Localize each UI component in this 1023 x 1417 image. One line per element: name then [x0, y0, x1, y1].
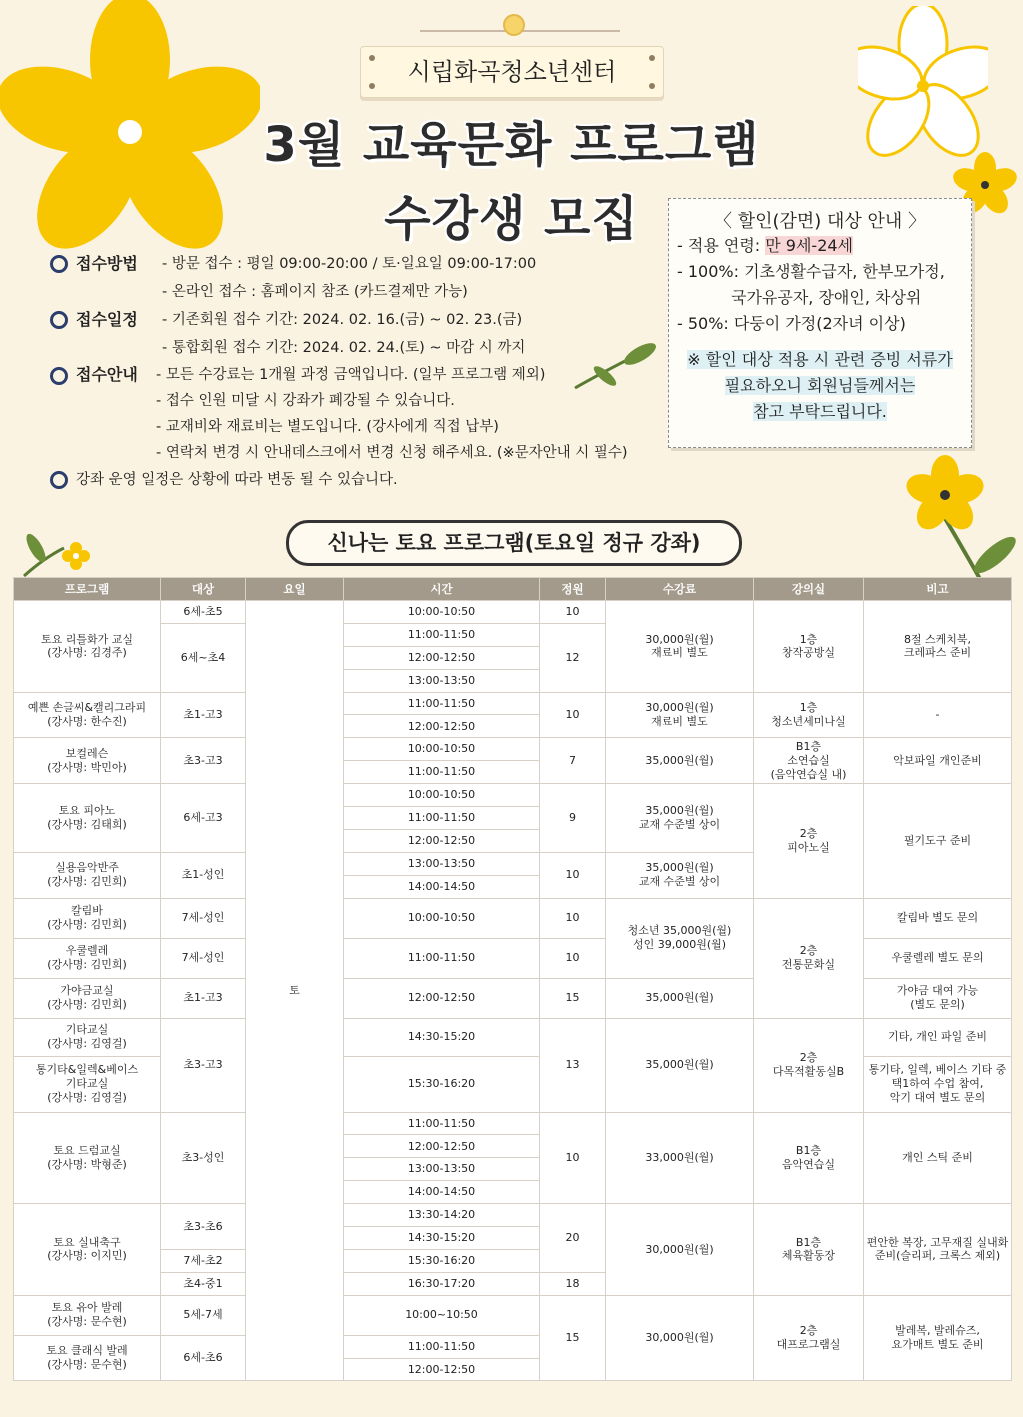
discount-50: - 50%: 다둥이 가정(2자녀 이상)	[677, 314, 906, 333]
note-cell: 개인 스틱 준비	[864, 1112, 1012, 1204]
fee-cell: 30,000원(월)	[606, 1295, 754, 1381]
table-row	[14, 1295, 1012, 1335]
note-cell: 통기타, 일렉, 베이스 기타 중 택1하여 수업 참여, 악기 대여 별도 문의	[864, 1056, 1012, 1112]
room-cell: 2층 대프로그램실	[754, 1295, 864, 1381]
pin-icon	[503, 14, 525, 36]
note-cell: -	[864, 692, 1012, 738]
note-cell: 편안한 복장, 고무재질 실내화 준비(슬리퍼, 크록스 제외)	[864, 1204, 1012, 1296]
target-cell: 7세-성인	[161, 898, 246, 938]
room-cell: 2층 피아노실	[754, 784, 864, 898]
ring-icon	[50, 471, 68, 489]
fee-cell: 35,000원(월)	[606, 1018, 754, 1112]
program-cell: 예쁜 손글씨&캘리그라피 (강사명: 한수진)	[14, 692, 161, 738]
section-title: 신나는 토요 프로그램(토요일 정규 강좌)	[286, 520, 742, 566]
reception-guide-row-4	[50, 440, 670, 466]
discount-box	[668, 198, 972, 448]
page-subtitle: 수강생 모집	[384, 191, 639, 247]
time-cell: 13:00-13:50	[344, 852, 540, 875]
target-cell: 7세-초2	[161, 1249, 246, 1272]
capacity-cell: 10	[540, 938, 606, 978]
target-cell: 초4-중1	[161, 1272, 246, 1295]
time-cell: 11:00-11:50	[344, 1112, 540, 1135]
target-cell: 초1-성인	[161, 852, 246, 898]
program-cell: 토요 실내축구 (강사명: 이지민)	[14, 1204, 161, 1296]
fee-cell: 청소년 35,000원(월) 성인 39,000원(월)	[606, 898, 754, 978]
table-row	[14, 898, 1012, 938]
target-cell: 6세-고3	[161, 784, 246, 853]
time-cell: 12:00-12:50	[344, 1135, 540, 1158]
header-cell: 강의실	[754, 578, 864, 601]
discount-age	[669, 233, 971, 259]
fee-cell: 30,000원(월) 재료비 별도	[606, 601, 754, 693]
ring-icon	[50, 311, 68, 329]
time-cell: 10:00-10:50	[344, 898, 540, 938]
capacity-cell: 10	[540, 601, 606, 624]
time-cell: 11:00-11:50	[344, 807, 540, 830]
header-cell: 시간	[344, 578, 540, 601]
reception-schedule-line: - 기존회원 접수 기간: 2024. 02. 16.(금) ~ 02. 23.(금)	[162, 312, 523, 328]
reception-method-line: - 온라인 접수 : 홈페이지 참조 (카드결제만 가능)	[162, 284, 468, 300]
table-header-row	[14, 578, 1012, 601]
target-cell: 초1-고3	[161, 692, 246, 738]
capacity-cell: 15	[540, 978, 606, 1018]
note-cell: 필기도구 준비	[864, 784, 1012, 898]
capacity-cell: 10	[540, 692, 606, 738]
program-cell: 토요 드럼교실 (강사명: 박형준)	[14, 1112, 161, 1204]
time-cell: 14:30-15:20	[344, 1018, 540, 1056]
time-cell: 12:00-12:50	[344, 715, 540, 738]
time-cell: 12:00-12:50	[344, 829, 540, 852]
capacity-cell: 9	[540, 784, 606, 853]
program-cell: 실용음악반주 (강사명: 김민희)	[14, 852, 161, 898]
room-cell: 1층 창작공방실	[754, 601, 864, 693]
ring-icon	[50, 367, 68, 385]
target-cell: 초1-고3	[161, 978, 246, 1018]
time-cell: 12:00-12:50	[344, 1358, 540, 1381]
time-cell: 15:30-16:20	[344, 1249, 540, 1272]
room-cell: B1층 음악연습실	[754, 1112, 864, 1204]
reception-info	[50, 250, 670, 466]
table-row	[14, 1204, 1012, 1227]
note-cell: 기타, 개인 파일 준비	[864, 1018, 1012, 1056]
note-cell: 8절 스케치북, 크레파스 준비	[864, 601, 1012, 693]
fee-cell: 35,000원(월)	[606, 978, 754, 1018]
reception-guide-label: 접수안내	[76, 365, 138, 384]
time-cell: 11:00-11:50	[344, 761, 540, 784]
header-cell: 수강료	[606, 578, 754, 601]
time-cell: 11:00-11:50	[344, 938, 540, 978]
program-cell: 우쿨렐레 (강사명: 김민희)	[14, 938, 161, 978]
program-cell: 통기타&일렉&베이스 기타교실 (강사명: 김영걸)	[14, 1056, 161, 1112]
target-cell: 5세-7세	[161, 1295, 246, 1335]
header-cell: 프로그램	[14, 578, 161, 601]
program-cell: 토요 유아 발레 (강사명: 문수현)	[14, 1295, 161, 1335]
schedule-note-text: 강좌 운영 일정은 상황에 따라 변동 될 수 있습니다.	[76, 472, 398, 488]
fee-cell: 35,000원(월) 교재 수준별 상이	[606, 852, 754, 898]
program-cell: 칼림바 (강사명: 김민희)	[14, 898, 161, 938]
program-cell: 가야금교실 (강사명: 김민희)	[14, 978, 161, 1018]
time-cell: 10:00~10:50	[344, 1295, 540, 1335]
capacity-cell: 7	[540, 738, 606, 784]
program-cell: 토요 피아노 (강사명: 김태희)	[14, 784, 161, 853]
ring-icon	[50, 255, 68, 273]
note-cell: 우쿨렐레 별도 문의	[864, 938, 1012, 978]
reception-method-row-2	[50, 278, 670, 306]
target-cell: 초3-초6	[161, 1204, 246, 1250]
time-cell: 13:30-14:20	[344, 1204, 540, 1227]
time-cell: 14:30-15:20	[344, 1227, 540, 1250]
capacity-cell: 12	[540, 623, 606, 692]
reception-method-line: - 방문 접수 : 평일 09:00-20:00 / 토·일요일 09:00-17:00	[162, 256, 537, 272]
capacity-cell: 18	[540, 1272, 606, 1295]
discount-note-1: ※ 할인 대상 적용 시 관련 증빙 서류가	[687, 350, 953, 369]
capacity-cell: 15	[540, 1295, 606, 1381]
program-cell: 기타교실 (강사명: 김영걸)	[14, 1018, 161, 1056]
reception-method-row	[50, 250, 670, 278]
discount-note-3: 참고 부탁드립니다.	[753, 402, 887, 421]
reception-guide-row	[50, 362, 670, 388]
fee-cell: 35,000원(월)	[606, 738, 754, 784]
small-flower-branch-icon	[14, 518, 104, 578]
note-cell: 칼림바 별도 문의	[864, 898, 1012, 938]
center-name: 시립화곡청소년센터	[407, 58, 617, 86]
reception-schedule-label: 접수일정	[76, 310, 138, 329]
reception-schedule-row	[50, 306, 670, 334]
time-cell: 13:00-13:50	[344, 669, 540, 692]
target-cell: 초3-고3	[161, 1018, 246, 1112]
schedule-table	[13, 577, 1012, 1381]
table-row	[14, 1018, 1012, 1056]
program-cell: 보컬레슨 (강사명: 박민아)	[14, 738, 161, 784]
time-cell: 14:00-14:50	[344, 1181, 540, 1204]
time-cell: 10:00-10:50	[344, 738, 540, 761]
time-cell: 10:00-10:50	[344, 601, 540, 624]
capacity-cell: 10	[540, 1112, 606, 1204]
reception-schedule-row-2	[50, 334, 670, 362]
time-cell: 12:00-12:50	[344, 978, 540, 1018]
table-row	[14, 601, 1012, 624]
discount-100: - 100%: 기초생활수급자, 한부모가정,	[677, 262, 945, 281]
header-cell: 정원	[540, 578, 606, 601]
room-cell: 2층 전통문화실	[754, 898, 864, 1018]
fee-cell: 35,000원(월) 교재 수준별 상이	[606, 784, 754, 853]
target-cell: 7세-성인	[161, 938, 246, 978]
reception-guide-row-2	[50, 388, 670, 414]
fee-cell: 33,000원(월)	[606, 1112, 754, 1204]
reception-guide-line: - 모든 수강료는 1개월 과정 금액입니다. (일부 프로그램 제외)	[156, 367, 546, 383]
center-name-tag	[360, 46, 664, 98]
reception-guide-line: - 접수 인원 미달 시 강좌가 폐강될 수 있습니다.	[156, 393, 455, 409]
reception-guide-line: - 연락처 변경 시 안내데스크에서 변경 신청 해주세요. (※문자안내 시 필수)	[156, 445, 628, 461]
room-cell: 1층 청소년세미나실	[754, 692, 864, 738]
fee-cell: 30,000원(월) 재료비 별도	[606, 692, 754, 738]
target-cell: 6세-초5	[161, 601, 246, 624]
discount-age-prefix: - 적용 연령:	[677, 236, 766, 255]
time-cell: 16:30-17:20	[344, 1272, 540, 1295]
note-cell: 악보파일 개인준비	[864, 738, 1012, 784]
target-cell: 6세-초6	[161, 1335, 246, 1381]
table-row	[14, 1112, 1012, 1135]
time-cell: 11:00-11:50	[344, 623, 540, 646]
note-cell: 발레복, 발레슈즈, 요가매트 별도 준비	[864, 1295, 1012, 1381]
room-cell: B1층 소연습실 (음악연습실 내)	[754, 738, 864, 784]
header-cell: 대상	[161, 578, 246, 601]
table-row	[14, 738, 1012, 761]
reception-guide-line: - 교재비와 재료비는 별도입니다. (강사에게 직접 납부)	[156, 419, 499, 435]
target-cell: 6세~초4	[161, 623, 246, 692]
target-cell: 초3-고3	[161, 738, 246, 784]
program-cell: 토요 리틀화가 교실 (강사명: 김경주)	[14, 601, 161, 693]
reception-schedule-line: - 통합회원 접수 기간: 2024. 02. 24.(토) ~ 마감 시 까지	[162, 340, 526, 356]
discount-note	[669, 347, 971, 425]
header-cell: 요일	[246, 578, 344, 601]
discount-100b: 국가유공자, 장애인, 차상위	[731, 288, 922, 307]
capacity-cell: 13	[540, 1018, 606, 1112]
program-cell: 토요 클래식 발레 (강사명: 문수현)	[14, 1335, 161, 1381]
time-cell: 11:00-11:50	[344, 692, 540, 715]
room-cell: B1층 체육활동장	[754, 1204, 864, 1296]
time-cell: 14:00-14:50	[344, 875, 540, 898]
note-cell: 가야금 대여 가능 (별도 문의)	[864, 978, 1012, 1018]
capacity-cell: 20	[540, 1204, 606, 1273]
time-cell: 12:00-12:50	[344, 646, 540, 669]
time-cell: 15:30-16:20	[344, 1056, 540, 1112]
page-title: 3월 교육문화 프로그램	[263, 117, 760, 173]
reception-guide-row-3	[50, 414, 670, 440]
time-cell: 13:00-13:50	[344, 1158, 540, 1181]
target-cell: 초3-성인	[161, 1112, 246, 1204]
discount-title: 〈 할인(감면) 대상 안내 〉	[713, 211, 927, 232]
capacity-cell: 10	[540, 898, 606, 938]
discount-note-2: 필요하오니 회원님들께서는	[724, 376, 916, 395]
header-cell: 비고	[864, 578, 1012, 601]
table-row	[14, 784, 1012, 807]
fee-cell: 30,000원(월)	[606, 1204, 754, 1296]
discount-age-value: 만 9세-24세	[765, 236, 854, 255]
capacity-cell: 10	[540, 852, 606, 898]
time-cell: 11:00-11:50	[344, 1335, 540, 1358]
room-cell: 2층 다목적활동실B	[754, 1018, 864, 1112]
day-cell: 토	[246, 601, 344, 1381]
reception-method-label: 접수방법	[76, 254, 138, 273]
table-row	[14, 692, 1012, 715]
time-cell: 10:00-10:50	[344, 784, 540, 807]
